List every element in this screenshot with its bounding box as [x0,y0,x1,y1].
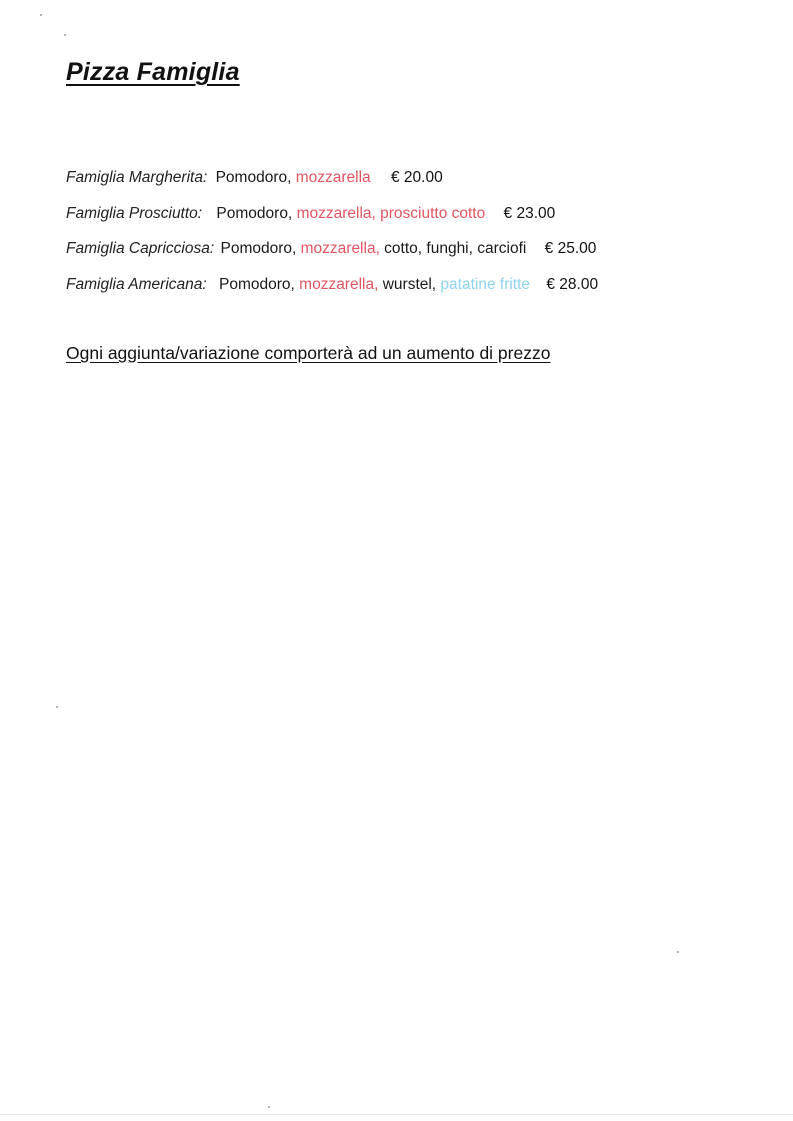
ingredients-highlight-blue: patatine fritte [440,275,531,293]
menu-item [66,237,766,273]
pizza-name: Famiglia Margherita: [66,169,208,186]
scan-speck [56,706,58,708]
price: € 20.00 [391,169,443,186]
scan-speck [64,34,66,36]
price: € 23.00 [503,204,556,222]
ingredients-text: Pomodoro, [216,204,297,222]
ingredients-highlight-red: mozzarella, [299,275,379,293]
ingredients-highlight-red: mozzarella, [300,240,380,257]
menu-item [66,166,766,202]
pizza-name: Famiglia Capricciosa: [66,240,215,257]
price-note: Ogni aggiunta/variazione comporterà ad un aumento di prezzo [66,343,551,363]
scan-speck [677,951,679,953]
ingredients-text: Pomodoro, [215,169,296,186]
scan-edge-line [0,1114,793,1115]
ingredients-text: Pomodoro, [220,240,301,257]
ingredients-text-extra: cotto, funghi, carciofi [379,240,527,257]
menu-item [66,273,766,309]
price: € 25.00 [544,240,597,257]
scan-speck [40,14,42,16]
ingredients-highlight-red: mozzarella, prosciutto cotto [296,204,486,222]
menu-item [66,202,766,238]
page-title: Pizza Famiglia [66,58,240,86]
price: € 28.00 [546,275,599,293]
ingredients-highlight-red: mozzarella [295,169,371,186]
pizza-name: Famiglia Prosciutto: [66,204,203,222]
pizza-name: Famiglia Americana: [66,275,207,293]
ingredients-text-extra: wurstel, [378,275,441,293]
pizza-list [66,166,766,308]
ingredients-text: Pomodoro, [219,275,300,293]
scan-speck [268,1106,270,1108]
